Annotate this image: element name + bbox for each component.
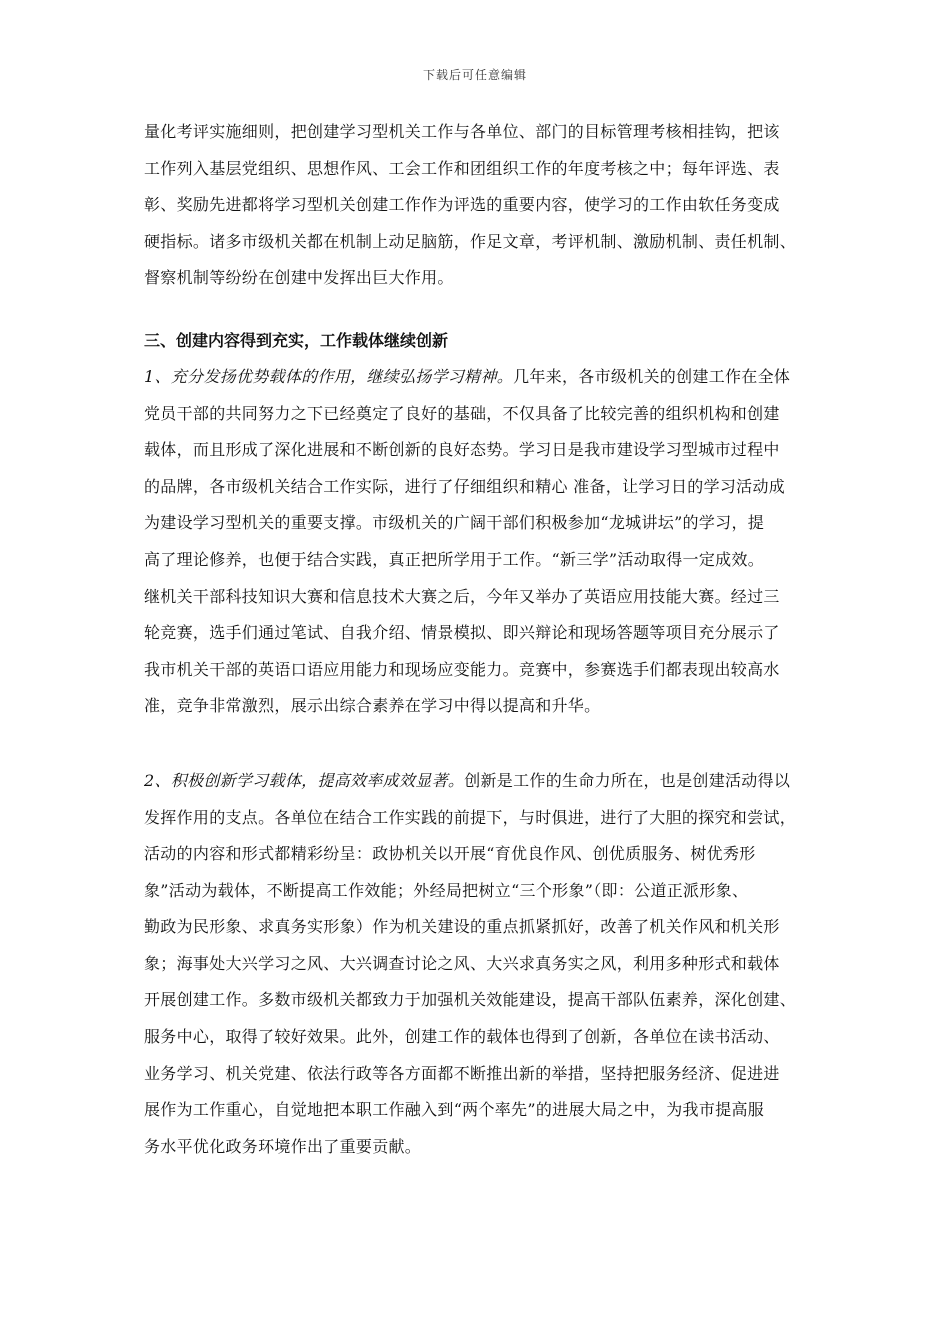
section-heading: 三、创建内容得到充实，工作载体继续创新 [144,330,449,350]
text-line: 轮竞赛，选手们通过笔试、自我介绍、情景模拟、即兴辩论和现场答题等项目充分展示了 [144,623,780,643]
text-line: 我市机关干部的英语口语应用能力和现场应变能力。竞赛中，参赛选手们都表现出较高水 [144,659,780,679]
text-line: 继机关干部科技知识大赛和信息技术大赛之后，今年又举办了英语应用技能大赛。经过三 [144,586,780,606]
text-line: 党员干部的共同努力之下已经奠定了良好的基础，不仅具备了比较完善的组织机构和创建 [144,403,780,423]
paragraph-lead-rest: 几年来，各市级机关的创建工作在全体 [513,366,791,386]
text-line: 务水平优化政务环境作出了重要贡献。 [144,1136,422,1156]
text-line: 发挥作用的支点。各单位在结合工作实践的前提下，与时俱进，进行了大胆的探究和尝试， [144,807,797,827]
text-line: 服务中心，取得了较好效果。此外，创建工作的载体也得到了创新，各单位在读书活动、 [144,1027,780,1047]
text-line: 勤政为民形象、求真务实形象）作为机关建设的重点抓紧抓好，改善了机关作风和机关形 [144,917,780,937]
text-line: 量化考评实施细则，把创建学习型机关工作与各单位、部门的目标管理考核相挂钩，把该 [144,122,780,141]
text-line: 为建设学习型机关的重要支撑。市级机关的广阔干部们积极参加“龙城讲坛”的学习，提 [144,513,765,533]
paragraph-lead: 1、充分发扬优势载体的作用，继续弘扬学习精神。 [144,366,514,386]
text-line: 开展创建工作。多数市级机关都致力于加强机关效能建设，提高干部队伍素养，深化创建、 [144,990,797,1010]
text-line: 督察机制等纷纷在创建中发挥出巨大作用。 [144,268,454,288]
paragraph-innovation-carriers [144,763,810,1166]
text-line: 象；海事处大兴学习之风、大兴调查讨论之风、大兴求真务实之风，利用多种形式和载体 [144,953,780,973]
document-body [144,114,810,1165]
text-line: 硬指标。诸多市级机关都在机制上动足脑筋，作足文章，考评机制、激励机制、责任机制、 [144,231,797,251]
page-header: 下载后可任意编辑 [422,68,527,82]
text-line: 活动的内容和形式都精彩纷呈：政协机关以开展“育优良作风、创优质服务、树优秀形 [144,844,756,864]
text-line: 准，竞争非常激烈，展示出综合素养在学习中得以提高和升华。 [144,696,601,716]
text-line [144,763,810,800]
text-line: 高了理论修养，也便于结合实践，真正把所学用于工作。“新三学”活动取得一定成效。 [144,549,765,569]
text-line: 工作列入基层党组织、思想作风、工会工作和团组织工作的年度考核之中；每年评选、表 [144,158,780,178]
text-line: 象”活动为载体，不断提高工作效能；外经局把树立“三个形象”（即：公道正派形象、 [144,880,749,900]
paragraph-lead: 2、积极创新学习载体，提高效率成效显著。 [144,770,465,790]
paragraph-mechanisms [144,114,810,297]
text-line: 的品牌，各市级机关结合工作实际，进行了仔细组织和精心 准备，让学习日的学习活动成 [144,476,786,496]
text-line: 展作为工作重心，自觉地把本职工作融入到“两个率先”的进展大局之中，为我市提高服 [144,1100,765,1120]
text-line: 业务学习、机关党建、依法行政等各方面都不断推出新的举措，坚持把服务经济、促进进 [144,1063,780,1083]
text-line: 彰、奖励先进都将学习型机关创建工作作为评选的重要内容，使学习的工作由软任务变成 [144,195,780,215]
text-line [144,359,810,396]
text-line: 载体，而且形成了深化进展和不断创新的良好态势。学习日是我市建设学习型城市过程中 [144,440,780,460]
paragraph-advantage-carriers [144,359,810,725]
paragraph-lead-rest: 创新是工作的生命力所在，也是创建活动得以 [464,770,791,790]
